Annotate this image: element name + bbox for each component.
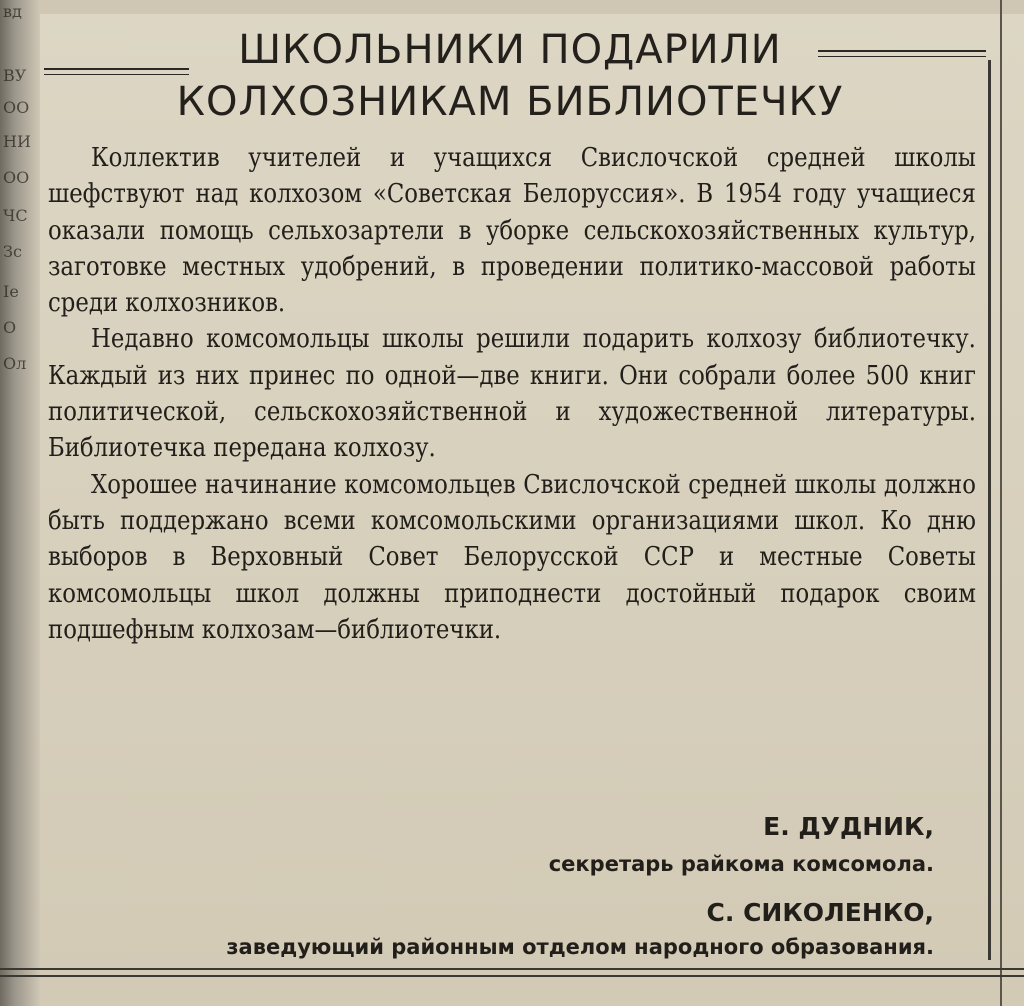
cropped-text-fragment: вд: [3, 2, 22, 21]
signature-role: секретарь райкома комсомола.: [548, 852, 934, 876]
cropped-text-fragment: Ie: [3, 282, 19, 301]
bottom-rule: [0, 968, 1024, 970]
article-body: [48, 140, 976, 648]
article-headline: [150, 24, 870, 128]
bottom-rule: [0, 975, 1024, 977]
adjacent-column-edge: [0, 0, 40, 1006]
headline-line: КОЛХОЗНИКАМ БИБЛИОТЕЧКУ: [176, 79, 844, 125]
article-paragraph: Недавно комсомольцы школы решили подарить колхозу библиотечку. Каждый из них принес по одной—две книги. Они собрали более 500 книг политической, сельскохозяйственной и художественной литературы. Библиотечка передана колхозу.: [48, 323, 976, 464]
cropped-text-fragment: О: [3, 318, 17, 337]
column-rule: [1000, 0, 1002, 1006]
article-paragraph: Хорошее начинание комсомольцев Свислочской средней школы должно быть поддержано всеми комсомольскими организациями школ. Ко дню выборов в Верховный Совет Белорусской ССР и местные Советы комсомольцы школ должны приподнести достойный подарок своим подшефным колхозам—библиотечки.: [48, 468, 976, 645]
signature-name: Е. ДУДНИК,: [763, 812, 934, 841]
cropped-text-fragment: НИ: [3, 132, 31, 151]
cropped-text-fragment: ОО: [3, 98, 30, 117]
column-rule: [988, 60, 991, 960]
cropped-text-fragment: Зс: [3, 242, 22, 261]
cropped-text-fragment: ОО: [3, 168, 30, 187]
top-margin-strip: [40, 0, 1024, 14]
headline-line: ШКОЛЬНИКИ ПОДАРИЛИ: [238, 27, 782, 73]
signature-role: заведующий районным отделом народного образования.: [226, 935, 934, 959]
signature-name: С. СИКОЛЕНКО,: [706, 898, 934, 927]
cropped-text-fragment: ВУ: [3, 66, 27, 85]
cropped-text-fragment: ЧС: [3, 206, 28, 225]
article-paragraph: Коллектив учителей и учащихся Свислочской средней школы шефствуют над колхозом «Советская Белоруссия». В 1954 году учащиеся оказали помощь сельхозартели в уборке сельскохозяйственных культур, заготовке местных удобрений, в проведении политико-массовой работы среди колхозников.: [48, 142, 976, 319]
cropped-text-fragment: Ол: [3, 354, 27, 373]
